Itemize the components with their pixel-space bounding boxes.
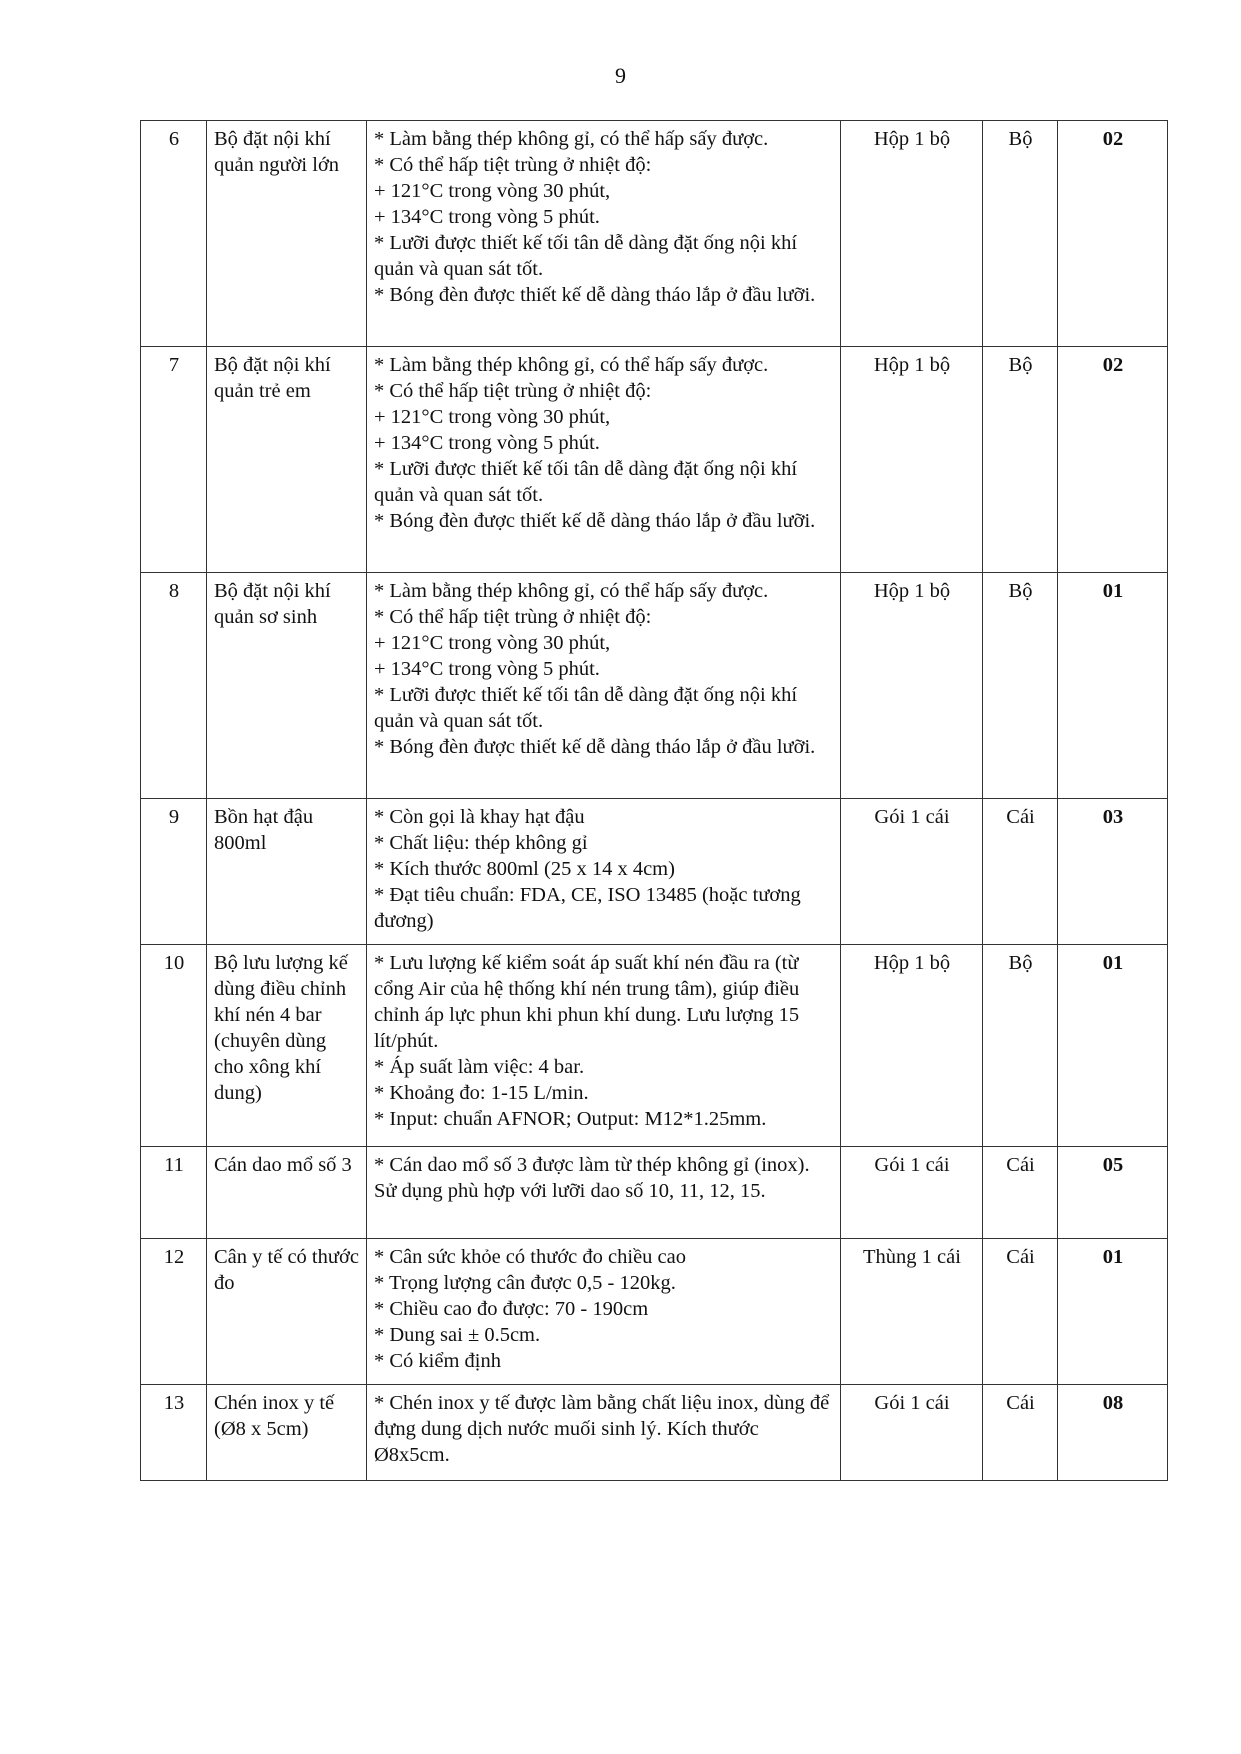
- item-name-cell: Cán dao mổ số 3: [207, 1147, 367, 1239]
- spec-line: * Có thể hấp tiệt trùng ở nhiệt độ:: [374, 380, 652, 402]
- spec-line: * Làm bằng thép không gỉ, có thể hấp sấy được.: [374, 354, 769, 376]
- item-quantity-cell: 02: [1058, 121, 1168, 347]
- item-packaging-cell: Gói 1 cái: [841, 1385, 983, 1481]
- spec-line: * Bóng đèn được thiết kế dễ dàng tháo lắp ở đầu lưỡi.: [374, 284, 816, 306]
- item-spec-cell: [367, 1239, 841, 1385]
- spec-line: * Làm bằng thép không gỉ, có thể hấp sấy được.: [374, 128, 769, 150]
- table-row: [141, 1239, 1168, 1385]
- item-spec-cell: [367, 573, 841, 799]
- item-packaging-cell: Gói 1 cái: [841, 1147, 983, 1239]
- spec-line: * Lưu lượng kế kiểm soát áp suất khí nén đầu ra (từ cổng Air của hệ thống khí nén trung tâm), giúp điều chỉnh áp lực phun khi phun khí dung. Lưu lượng 15 lít/phút.: [374, 952, 800, 1052]
- item-unit-cell: Cái: [983, 1385, 1058, 1481]
- table-row: [141, 1385, 1168, 1481]
- page-number: 9: [615, 63, 626, 88]
- spec-line: * Bóng đèn được thiết kế dễ dàng tháo lắp ở đầu lưỡi.: [374, 736, 816, 758]
- item-number-cell: 9: [141, 799, 207, 945]
- item-spec-cell: [367, 799, 841, 945]
- equipment-table: [140, 120, 1168, 1481]
- spec-line: + 134°C trong vòng 5 phút.: [374, 206, 600, 228]
- item-spec-cell: [367, 1385, 841, 1481]
- item-packaging-cell: Hộp 1 bộ: [841, 945, 983, 1147]
- table-row: [141, 1147, 1168, 1239]
- spec-line: * Lưỡi được thiết kế tối tân dễ dàng đặt ống nội khí quản và quan sát tốt.: [374, 458, 798, 506]
- item-name-cell: Bộ đặt nội khí quản trẻ em: [207, 347, 367, 573]
- item-number-cell: 7: [141, 347, 207, 573]
- spec-line: * Có thể hấp tiệt trùng ở nhiệt độ:: [374, 154, 652, 176]
- spec-line: * Cân sức khỏe có thước đo chiều cao: [374, 1246, 686, 1268]
- item-name-cell: Cân y tế có thước đo: [207, 1239, 367, 1385]
- spec-line: + 134°C trong vòng 5 phút.: [374, 432, 600, 454]
- spec-line: * Chiều cao đo được: 70 - 190cm: [374, 1298, 649, 1320]
- spec-line: * Trọng lượng cân được 0,5 - 120kg.: [374, 1272, 676, 1294]
- item-unit-cell: Cái: [983, 799, 1058, 945]
- table-row: [141, 121, 1168, 347]
- item-number-cell: 13: [141, 1385, 207, 1481]
- spec-line: + 121°C trong vòng 30 phút,: [374, 406, 611, 428]
- item-number-cell: 11: [141, 1147, 207, 1239]
- item-unit-cell: Cái: [983, 1239, 1058, 1385]
- spec-line: * Lưỡi được thiết kế tối tân dễ dàng đặt ống nội khí quản và quan sát tốt.: [374, 684, 798, 732]
- item-quantity-cell: 01: [1058, 1239, 1168, 1385]
- item-spec-cell: [367, 121, 841, 347]
- item-name-cell: Bộ đặt nội khí quản người lớn: [207, 121, 367, 347]
- table-row: [141, 573, 1168, 799]
- item-unit-cell: Bộ: [983, 573, 1058, 799]
- item-spec-cell: [367, 945, 841, 1147]
- spec-line: * Còn gọi là khay hạt đậu: [374, 806, 585, 828]
- spec-line: + 134°C trong vòng 5 phút.: [374, 658, 600, 680]
- item-unit-cell: Bộ: [983, 945, 1058, 1147]
- spec-line: * Có kiểm định: [374, 1350, 501, 1372]
- table-row: [141, 799, 1168, 945]
- item-quantity-cell: 08: [1058, 1385, 1168, 1481]
- item-quantity-cell: 01: [1058, 945, 1168, 1147]
- item-quantity-cell: 02: [1058, 347, 1168, 573]
- spec-line: * Input: chuẩn AFNOR; Output: M12*1.25mm.: [374, 1108, 767, 1130]
- spec-line: * Khoảng đo: 1-15 L/min.: [374, 1082, 589, 1104]
- spec-line: * Kích thước 800ml (25 x 14 x 4cm): [374, 858, 675, 880]
- spec-line: * Lưỡi được thiết kế tối tân dễ dàng đặt ống nội khí quản và quan sát tốt.: [374, 232, 798, 280]
- spec-line: * Làm bằng thép không gỉ, có thể hấp sấy được.: [374, 580, 769, 602]
- item-packaging-cell: Thùng 1 cái: [841, 1239, 983, 1385]
- item-name-cell: Bộ đặt nội khí quản sơ sinh: [207, 573, 367, 799]
- spec-line: + 121°C trong vòng 30 phút,: [374, 180, 611, 202]
- spec-line: * Có thể hấp tiệt trùng ở nhiệt độ:: [374, 606, 652, 628]
- table-row: [141, 945, 1168, 1147]
- spec-line: * Dung sai ± 0.5cm.: [374, 1324, 541, 1346]
- item-name-cell: Bộ lưu lượng kế dùng điều chỉnh khí nén 4 bar (chuyên dùng cho xông khí dung): [207, 945, 367, 1147]
- item-packaging-cell: Hộp 1 bộ: [841, 121, 983, 347]
- item-quantity-cell: 05: [1058, 1147, 1168, 1239]
- spec-line: * Chén inox y tế được làm bằng chất liệu inox, dùng để đựng dung dịch nước muối sinh lý. Kích thước Ø8x5cm.: [374, 1392, 830, 1466]
- item-name-cell: Chén inox y tế (Ø8 x 5cm): [207, 1385, 367, 1481]
- spec-line: + 121°C trong vòng 30 phút,: [374, 632, 611, 654]
- item-number-cell: 12: [141, 1239, 207, 1385]
- item-quantity-cell: 01: [1058, 573, 1168, 799]
- spec-line: * Cán dao mổ số 3 được làm từ thép không gỉ (inox). Sử dụng phù hợp với lưỡi dao số 10, 11, 12, 15.: [374, 1154, 810, 1202]
- item-packaging-cell: Hộp 1 bộ: [841, 573, 983, 799]
- item-packaging-cell: Hộp 1 bộ: [841, 347, 983, 573]
- item-number-cell: 10: [141, 945, 207, 1147]
- item-number-cell: 8: [141, 573, 207, 799]
- spec-line: * Đạt tiêu chuẩn: FDA, CE, ISO 13485 (hoặc tương đương): [374, 884, 801, 932]
- item-spec-cell: [367, 347, 841, 573]
- item-unit-cell: Bộ: [983, 347, 1058, 573]
- item-quantity-cell: 03: [1058, 799, 1168, 945]
- item-unit-cell: Bộ: [983, 121, 1058, 347]
- item-spec-cell: [367, 1147, 841, 1239]
- item-number-cell: 6: [141, 121, 207, 347]
- spec-line: * Chất liệu: thép không gỉ: [374, 832, 588, 854]
- item-unit-cell: Cái: [983, 1147, 1058, 1239]
- spec-line: * Bóng đèn được thiết kế dễ dàng tháo lắp ở đầu lưỡi.: [374, 510, 816, 532]
- item-name-cell: Bồn hạt đậu 800ml: [207, 799, 367, 945]
- item-packaging-cell: Gói 1 cái: [841, 799, 983, 945]
- table-row: [141, 347, 1168, 573]
- spec-line: * Áp suất làm việc: 4 bar.: [374, 1056, 585, 1078]
